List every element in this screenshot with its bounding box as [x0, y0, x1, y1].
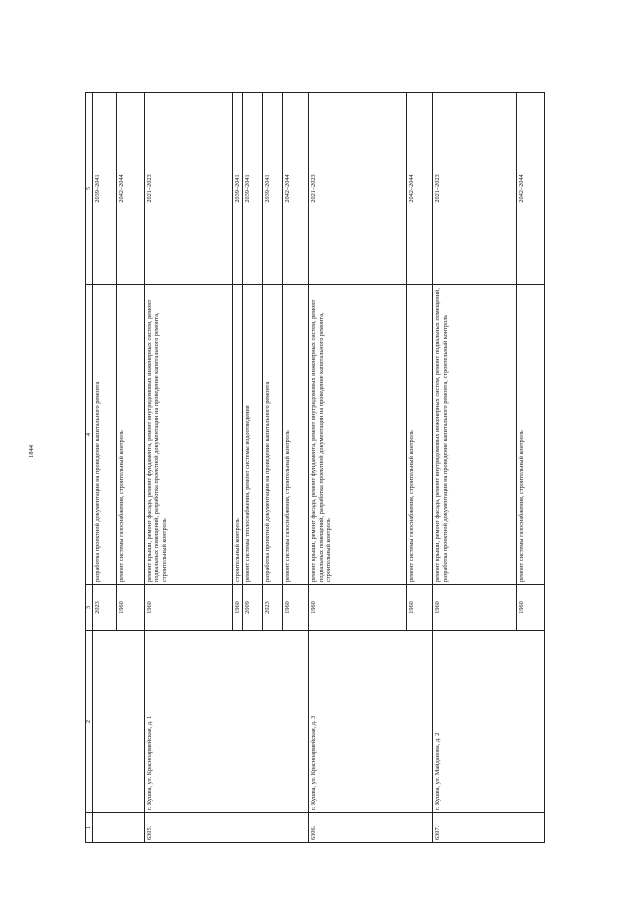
row-work: разработка проектной документации на проведение капитального ремонта: [263, 285, 283, 585]
row-number: 6305.: [145, 813, 309, 843]
row-year: 1960: [433, 585, 517, 631]
row-work: ремонт системы газоснабжения, строительный контроль: [117, 285, 145, 585]
header-col-3: 3: [86, 585, 93, 631]
table-row: [433, 93, 517, 843]
header-col-1: 1: [86, 813, 93, 843]
row-period: 2042–2044: [517, 93, 545, 285]
header-col-2: 2: [86, 631, 93, 813]
row-period: 2021–2023: [433, 93, 517, 285]
row-number: 6307.: [433, 813, 545, 843]
row-year: 2023: [93, 585, 117, 631]
table-row: [145, 93, 233, 843]
row-year: 1960: [233, 585, 243, 631]
row-year: 1960: [145, 585, 233, 631]
row-period: 2039–2041: [93, 93, 117, 285]
row-period: 2042–2044: [407, 93, 433, 285]
table-row: [93, 93, 117, 843]
row-address: г. Кушва, ул. Красноармейская, д. 1: [145, 631, 309, 813]
row-year: 1960: [517, 585, 545, 631]
page-number: 1844: [28, 445, 35, 458]
row-work: ремонт крыши, ремонт фасада, ремонт фундамента, ремонт внутридомовых инженерных систем, ремонт подвальных помещений, разработка проектной документации на проведение капитального ремонта, строительный контроль: [309, 285, 407, 585]
header-col-5: 5: [86, 93, 93, 285]
row-work: разработка проектной документации на проведение капитального ремонта: [93, 285, 117, 585]
row-work: строительный контроль: [233, 285, 243, 585]
row-address: г. Кушва, ул. Майданова, д. 2: [433, 631, 545, 813]
row-period: 2021–2023: [145, 93, 233, 285]
row-period: 2042–2044: [283, 93, 309, 285]
row-work: ремонт системы газоснабжения, строительный контроль: [407, 285, 433, 585]
table-row: [309, 93, 407, 843]
row-work: ремонт системы газоснабжения, строительный контроль: [517, 285, 545, 585]
row-work: ремонт крыши, ремонт фасада, ремонт внутридомовых инженерных систем, ремонт подвальных помещений, разработка проектной документации на проведение капитального ремонта, строительный контроль: [433, 285, 517, 585]
row-address: [93, 631, 145, 813]
row-period: 2039–2041: [263, 93, 283, 285]
row-period: 2039–2041: [233, 93, 243, 285]
header-col-4: 4: [86, 285, 93, 585]
row-period: 2021–2023: [309, 93, 407, 285]
row-work: ремонт системы теплоснабжения, ремонт системы водоотведения: [243, 285, 263, 585]
row-year: 1960: [407, 585, 433, 631]
row-period: 2042–2044: [117, 93, 145, 285]
row-number: [93, 813, 145, 843]
row-year: 2009: [243, 585, 263, 631]
header-row: [86, 93, 93, 843]
row-address: г. Кушва, ул. Красноармейская, д. 3: [309, 631, 433, 813]
capital-repair-table: [85, 92, 545, 843]
row-work: ремонт крыши, ремонт фасада, ремонт фундамента, ремонт внутридомовых инженерных систем, ремонт подвальных помещений, разработка проектной документации на проведение капитального ремонта, строительный контроль: [145, 285, 233, 585]
rotated-table-container: [85, 93, 540, 843]
row-number: 6306.: [309, 813, 433, 843]
row-work: ремонт системы газоснабжения, строительный контроль: [283, 285, 309, 585]
row-year: 2023: [263, 585, 283, 631]
row-year: 1960: [117, 585, 145, 631]
row-year: 1960: [309, 585, 407, 631]
row-period: 2039–2041: [243, 93, 263, 285]
row-year: 1960: [283, 585, 309, 631]
